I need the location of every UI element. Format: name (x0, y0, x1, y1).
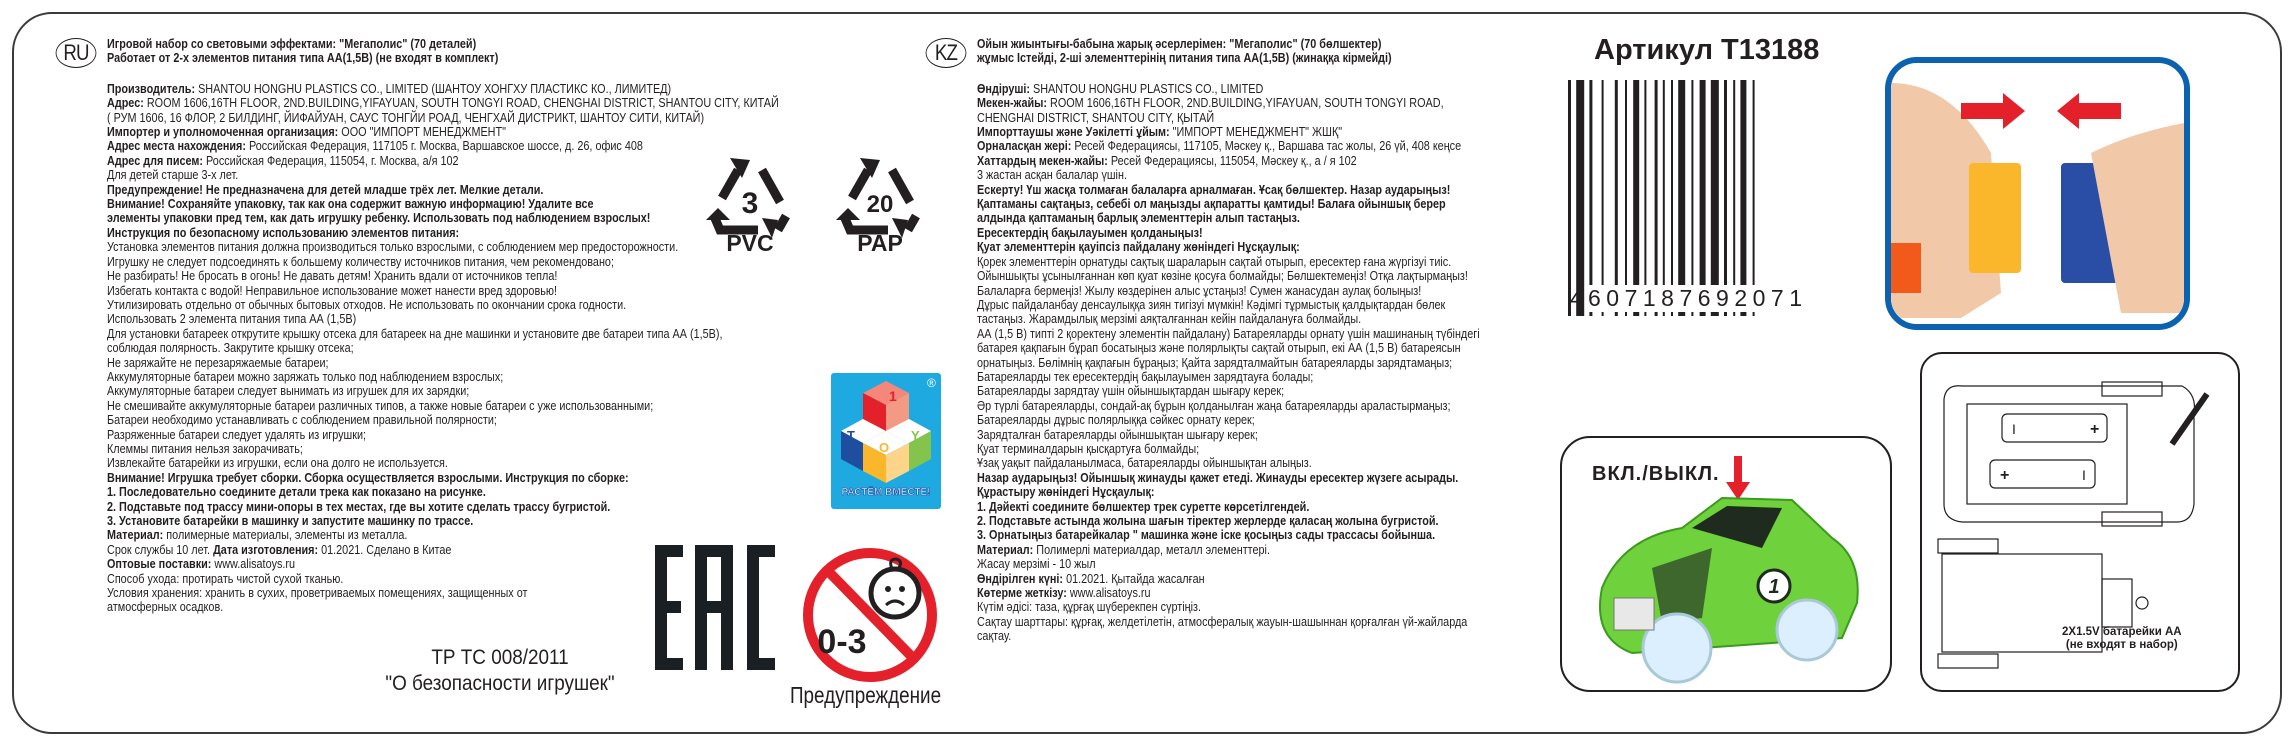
ru-text-line: элементы упаковки пред тем, как дать игрушку ребенку. Использовать под наблюдением взрослых! (107, 211, 651, 226)
svg-text:I: I (2082, 467, 2086, 483)
ru-text-line: Утилизировать отдельно от обычных бытовых отходов. Не использовать по окончании срока годности. (107, 297, 627, 312)
ru-text-line: Оптовые поставки: www.alisatoys.ru (107, 557, 296, 572)
ru-text-line: Работает от 2-х элементов питания типа АА(1,5В) (не входят в комплект) (107, 51, 499, 66)
svg-text:®: ® (927, 376, 936, 390)
svg-text:3: 3 (741, 187, 759, 220)
kz-text-line: Қорек элементтерін орнатуды сақтық шараларын сақтай отырып, ересектер ғана жүргізуі тиіс. (977, 254, 1452, 269)
battery-diagram-panel (1920, 352, 2240, 692)
age-warning-label: Предупреждение (790, 682, 942, 708)
ru-text-line: Разряженные батареи следует удалять из игрушки; (107, 427, 367, 442)
car-switch-panel (1560, 436, 1892, 692)
kz-text-line: Сақтау шарттары: құрғақ, желдетілетін, атмосфералық жауын-шашыннан қорғалған үй-жайларда (977, 614, 1468, 629)
ru-text-line: Игрушку не следует подсоединять к большему количеству источников питания, чем рекомендовано; (107, 254, 614, 269)
ru-text-line: 1. Последовательно соедините детали трека как показано на рисунке. (107, 485, 486, 500)
kz-text-line: сақтау. (977, 629, 1012, 644)
ru-text-line: Установка элементов питания должна производиться только взрослыми, с соблюдением мер предосторожности. (107, 240, 679, 255)
ru-text-line: Внимание! Игрушка требует сборки. Сборка осуществляется взрослыми. Инструкция по сборке: (107, 470, 629, 485)
kz-text-line: Қуат терминалдарын қысқартуға болмайды; (977, 441, 1200, 456)
kz-text-line: Материал: Полимерлі материалдар, металл элементтері. (977, 542, 1270, 557)
barcode (1568, 80, 1823, 316)
svg-text:+: + (2000, 467, 2010, 484)
kz-text-line: Балаларға бермеңіз! Жылу көздерінен алыс ұстаңыз! Сумен жанасудан аулақ болыңыз! (977, 283, 1422, 298)
kz-text-line: Өндіруші: SHANTOU HONGHU PLASTICS CO., LIMITED (977, 81, 1264, 96)
ru-text-line: Инструкция по безопасному использованию элементов питания: (107, 225, 460, 240)
svg-text:O: O (879, 440, 890, 455)
ru-text-line: Извлекайте батарейки из игрушки, если она долго не используется. (107, 456, 448, 471)
recycle-pvc-icon: 3 PVC (700, 158, 800, 258)
kz-text-line: алдында қаптаманың барлық элементтерін алып тастаңыз. (977, 211, 1300, 226)
svg-text:T: T (847, 428, 855, 443)
kz-text-line: орнатыңыз. Бөлімнің қақпағын бұраңыз; Қайта зарядталмайтын батареяларды зарядтамаңыз; (977, 355, 1453, 370)
regulation-code: ТР ТС 008/2011 (431, 646, 569, 669)
ru-text-line: 3. Установите батарейки в машинку и запустите машинку по трассе. (107, 514, 474, 528)
kz-text-line: жұмыс Істейді, 2-ші элементтерінің питания типа АА(1,5В) (жинаққа кірмейді) (977, 51, 1392, 66)
kz-text-line: Әр түрлі батареяларды, сондай-ақ бұрын қолданылған жаңа батареяларды араластырмаңыз; (977, 398, 1451, 413)
ru-text-line: Не разбирать! Не бросать в огонь! Не давать детям! Хранить вдали от источников тепла! (107, 269, 558, 284)
ru-text-line: Клеммы питания нельзя закорачивать; (107, 441, 303, 456)
kz-text-line: Батареяларды зарядтау үшін ойыншықтардан шығару керек; (977, 384, 1285, 399)
battery-note: 2X1.5V батарейки АА (не входят в набор) (2062, 626, 2182, 651)
ru-text-line: Внимание! Сохраняйте упаковку, так как она содержит важную информацию! Удалите все (107, 197, 594, 212)
svg-text:+: + (2090, 421, 2100, 438)
svg-text:20: 20 (866, 191, 894, 218)
kz-language-badge: KZ (926, 38, 967, 68)
ru-text-line: Не смешивайте аккумуляторные батареи различных типов, а также новые батареи с уже использованными; (107, 398, 654, 413)
ru-text-line: Производитель: SHANTOU HONGHU PLASTICS CO., LIMITED (ШАНТОУ ХОНГХУ ПЛАСТИКС КО., ЛИМИТЕД) (107, 81, 672, 96)
recycle-pap-icon: 20 PAP (830, 158, 930, 258)
kz-text-line: Ойыншықты ұсынылғаннан көп қуат көзіне қосуға болмайды; Бөлшектемеңіз! Отқа лақтырмаңыз! (977, 269, 1468, 284)
ru-text-line: Аккумуляторные батареи можно заряжать только под наблюдением взрослых; (107, 369, 504, 384)
ru-text-line: атмосферных осадков. (107, 600, 224, 615)
ru-text-line: Адрес места нахождения: Российская Федерация, 117105 г. Москва, Варшавское шоссе, д. 26, офис 408 (107, 139, 643, 154)
article-number: Артикул Т13188 (1594, 34, 1820, 66)
kz-text-line: тастаңыз. Жарамдылық мерзімі аяқталғаннан кейін пайдалануға болмайды. (977, 312, 1362, 327)
kz-text-line: Күтім әдісі: таза, құрғақ шүберекпен сүртіңіз. (977, 600, 1202, 615)
kz-text-line: Импорттаушы және Уәкілетті ұйым: "ИМПОРТ МЕНЕДЖМЕНТ" ЖШҚ" (977, 125, 1343, 140)
kz-text-line: Мекен-жайы: ROOM 1606,16TH FLOOR, 2ND.BUILDING,YIFAYUAN, SOUTH TONGYI ROAD, (977, 96, 1444, 111)
ru-text-line: соблюдая полярность. Закрутите крышку отсека; (107, 341, 354, 356)
ru-text-line: Использовать 2 элемента питания типа АА (1,5В) (107, 312, 357, 327)
kz-text-line: Орналасқан жері: Ресей Федерациясы, 117105, Мәскеу қ., Варшава тас жолы, 26 үй, 408 кеңсе (977, 139, 1462, 154)
kz-text-line: Хаттардың мекен-жайы: Ресей Федерациясы, 115054, Мәскеу қ., а / я 102 (977, 153, 1357, 168)
kz-text-line: Өндірілген күні: 01.2021. Қытайда жасалған (977, 571, 1205, 586)
ru-text-line: Материал: полимерные материалы, элементы из металла. (107, 528, 408, 543)
ru-text-line: Батареи необходимо устанавливать с соблюдением правильной полярности; (107, 413, 497, 428)
ru-text-line: Игровой набор со световыми эффектами: "Мегаполис" (70 деталей) (107, 37, 477, 51)
kz-text-line: Құрастыру жөніндегі Нұсқаулық: (977, 485, 1155, 500)
ru-text-line: Аккумуляторные батареи следует вынимать из игрушек для их зарядки; (107, 384, 470, 399)
kz-text-line: Қуат элементтерін қауіпсіз пайдалану жөніндегі Нұсқаулық: (977, 240, 1300, 255)
age-warning-icon (800, 545, 940, 690)
ru-text-line: 2. Подставьте под трассу мини-опоры в тех местах, где вы хотите сделать трассу бугристой. (107, 499, 611, 514)
regulation-title: "О безопасности игрушек" (385, 672, 615, 695)
spacer (977, 66, 1637, 82)
track-assembly-photo (1885, 57, 2190, 330)
ru-text-column (107, 37, 1007, 615)
ru-text-line: ( РУМ 1606, 16 ФЛОР, 2 БИЛДИНГ, ЙИФАЙУАН, САУС ТОНГЙИ РОАД, ЧЕНГХАЙ ДИСТРИКТ, ШАНТОУ СИТИ, КИТАЙ) (107, 110, 705, 125)
ru-text-line: Для детей старше 3-х лет. (107, 168, 239, 183)
kz-text-line: Зарядталған батареяларды ойыншықтан шығару керек; (977, 427, 1258, 442)
spacer (107, 66, 1007, 82)
ru-text-line: Способ ухода: протирать чистой сухой тканью. (107, 571, 344, 586)
ru-text-line: Срок службы 10 лет. Дата изготовления: 01.2021. Сделано в Китае (107, 542, 452, 557)
svg-text:1: 1 (889, 388, 897, 404)
ru-text-line: Адрес: ROOM 1606,16TH FLOOR, 2ND.BUILDING,YIFAYUAN, SOUTH TONGYI ROAD, CHENGHAI DISTRICT, SHANTOU CITY, КИТАЙ (107, 96, 779, 111)
kz-text-line: Қаптаманы сақтаңыз, себебі ол маңызды ақпаратты қамтиды! Балаға ойыншық берер (977, 197, 1446, 212)
kz-text-line: Ескерту! Үш жасқа толмаған балаларға арналмаған. Ұсақ бөлшектер. Назар аударыңыз! (977, 182, 1451, 197)
svg-text:1: 1 (1768, 576, 1780, 598)
svg-text:I: I (2012, 421, 2016, 437)
kz-text-column (977, 37, 1637, 644)
kz-text-line: Дұрыс пайдаланбау денсаулыққа зиян тигізуі мүмкін! Кәдімгі тұрмыстық қалдықтардан бөлек (977, 297, 1446, 312)
kz-text-line: АА (1,5 В) типті 2 қоректену элементін пайдалану) Батареяларды орнату үшін машинаның түбіндегі (977, 326, 1480, 341)
ru-text-line: Не заряжайте не перезаряжаемые батареи; (107, 355, 329, 370)
barcode-digits: 607187692071 (1588, 285, 1808, 311)
kz-text-line: 3. Орнатыңыз батарейкалар " машинка және іске қосыңыз сады трассасы бойынша. (977, 528, 1436, 543)
kz-text-line: Назар аударыңыз! Ойыншық жинауды қажет етеді. Жинауды ересектер жүзеге асырады. (977, 470, 1459, 485)
on-off-label: ВКЛ./ВЫКЛ. (1592, 463, 1720, 485)
kz-text-line: Ұзақ уақыт пайдаланылмаса, батареяларды ойыншықтан алыңыз. (977, 456, 1312, 471)
arrow-down-icon (1726, 456, 1750, 500)
kz-text-line: Батареяларды дұрыс полярлыққа сәйкес орнату керек; (977, 413, 1255, 428)
kz-text-line: 2. Подставьте астында жолына шағын тіректер жерлерде қаласаң жолына бугристой. (977, 514, 1439, 528)
kz-text-line: Батареяларды тек ересектердің бақылауымен зарядтауға болады; (977, 369, 1314, 384)
kz-text-line: батарея қақпағын бұрап босатыңыз және полярлықты сақтай отырып, екі АА (1,5 В) батареясын (977, 341, 1461, 356)
ru-text-line: Адрес для писем: Российская Федерация, 115054, г. Москва, а/я 102 (107, 153, 459, 168)
kz-text-line: Ойын жиынтығы-бабына жарық әсерлерімен: "Мегаполис" (70 бөлшектер) (977, 37, 1382, 51)
kz-text-line: Ересектердің бақылауымен қолданыңыз! (977, 225, 1203, 240)
ru-text-line: Избегать контакта с водой! Неправильное использование может нанести вред здоровью! (107, 283, 557, 298)
kz-text-line: 1. Дәйекті соедините бөлшектер трек суретте көрсетілгендей. (977, 499, 1310, 514)
svg-text:РАСТЁМ ВМЕСТЕ!: РАСТЁМ ВМЕСТЕ! (841, 487, 931, 498)
barcode-first-digit: 4 (1570, 285, 1583, 311)
kz-text-line: Жасау мерзімі - 10 жыл (977, 557, 1096, 572)
ru-text-line: Импортер и уполномоченная организация: ООО "ИМПОРТ МЕНЕДЖМЕНТ" (107, 125, 506, 140)
ru-text-line: Условия хранения: хранить в сухих, проветриваемых помещениях, защищенных от (107, 586, 528, 601)
brand-logo (831, 373, 941, 509)
kz-text-line: 3 жастан асқан балалар үшін. (977, 168, 1127, 183)
svg-text:Y: Y (911, 428, 920, 443)
ru-text-line: Для установки батареек открутите крышку отсека для батареек на дне машинки и установите две батареи типа АА (1,5В), (107, 326, 723, 341)
regulation-block (320, 645, 680, 697)
ru-language-badge: RU (56, 38, 97, 68)
kz-text-line: Көтерме жеткізу: www.alisatoys.ru (977, 586, 1151, 601)
kz-text-line: CHENGHAI DISTRICT, SHANTOU CITY, ҚЫТАЙ (977, 110, 1215, 125)
svg-text:0-3: 0-3 (817, 623, 867, 661)
ru-text-line: Предупреждение! Не предназначена для детей младше трёх лет. Мелкие детали. (107, 182, 544, 197)
